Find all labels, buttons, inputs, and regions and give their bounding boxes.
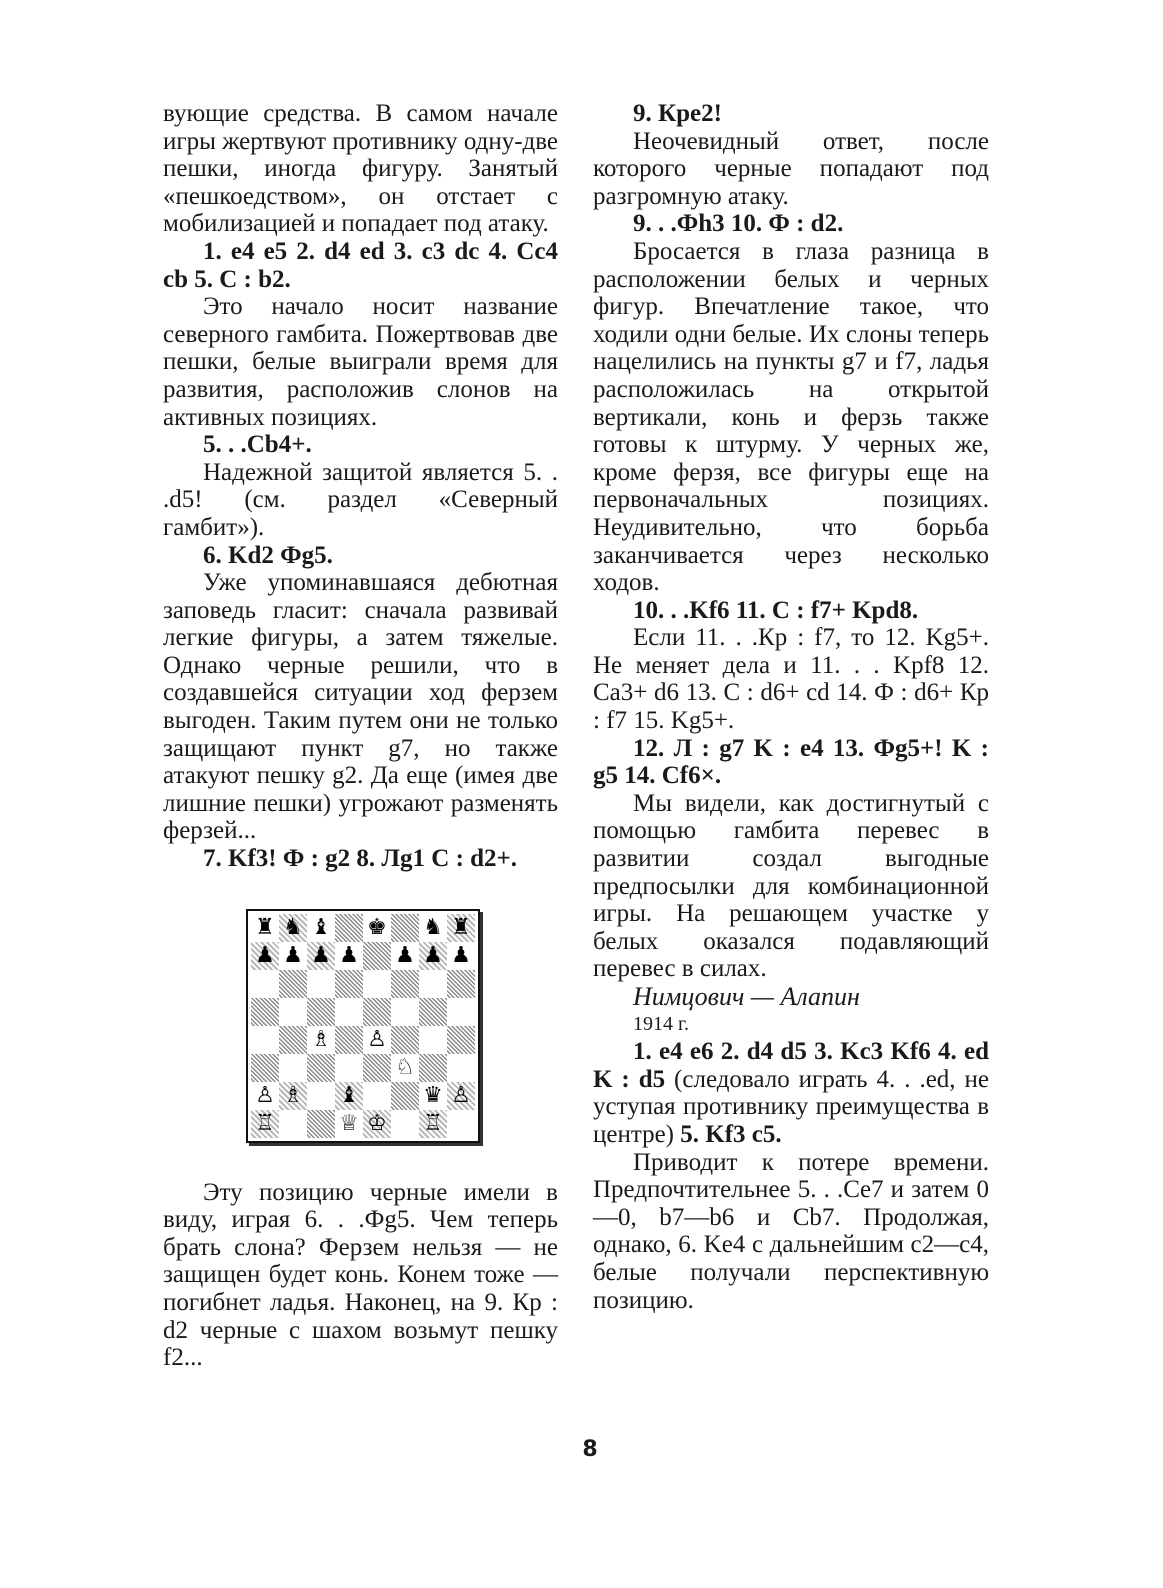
chess-square: [307, 1054, 335, 1082]
move-line: 7. Kf3! Ф : g2 8. Лg1 C : d2+.: [203, 845, 518, 873]
chess-piece-square: ♙: [251, 1082, 279, 1110]
chess-square: [363, 970, 391, 998]
game-title: Нимцович — Алапин: [633, 982, 860, 1011]
chess-square: [335, 1054, 363, 1082]
chess-piece-square: ♙: [363, 1026, 391, 1054]
chess-piece-square: ♝: [307, 914, 335, 942]
paragraph: Надежной защитой является 5. . .d5! (см. раздел «Северный гамбит»).: [163, 458, 558, 541]
left-column: [163, 100, 558, 1372]
move-text: 1. e4 e6 2. d4 d5 3. Kc3 Kf6 4. ed K : d5: [593, 1038, 989, 1093]
chess-square: [419, 970, 447, 998]
chess-piece-square: ♞: [279, 914, 307, 942]
chess-piece-square: ♜: [251, 914, 279, 942]
chess-square: [447, 998, 475, 1026]
chess-piece-square: ♜: [447, 914, 475, 942]
chess-piece-square: ♕: [335, 1110, 363, 1138]
chess-square: [307, 998, 335, 1026]
chess-square: [447, 970, 475, 998]
chess-square: [391, 914, 419, 942]
paragraph: Эту позицию черные имели в виду, играя 6. . .Фg5. Чем теперь брать слона? Ферзем нельзя — не защищен будет конь. Конем тоже — погибнет ладья. Наконец, на 9. Кр : d2 черные с шахом возьмут пешку f2...: [163, 1178, 558, 1372]
chess-piece-square: ♟: [419, 942, 447, 970]
chess-square: [279, 1026, 307, 1054]
paragraph: Это начало носит название северного гамбита. Пожертвовав две пешки, белые выиграли время для развития, расположив слонов на активных позициях.: [163, 293, 558, 431]
chess-square: [279, 1054, 307, 1082]
chess-square: [447, 1110, 475, 1138]
chess-board: [251, 914, 475, 1138]
chess-piece-square: ♟: [307, 942, 335, 970]
chess-square: [419, 998, 447, 1026]
paragraph: Уже упоминавшаяся дебютная заповедь гласит: сначала развивай легкие фигуры, а затем тяжелые. Однако черные решили, что в создавшейся ситуации ход ферзем выгоден. Таким путем они не только защищают пункт g7, но также атакуют пешку g2. Да еще (имея две лишние пешки) угрожают разменять ферзей...: [163, 569, 558, 845]
move-line: 5. . .Cb4+.: [203, 431, 312, 459]
chess-piece-square: ♘: [391, 1054, 419, 1082]
chess-square: [363, 942, 391, 970]
paragraph: Приводит к потере времени. Предпочтительнее 5. . .Ce7 и затем 0—0, b7—b6 и Cb7. Продолжая, однако, 6. Ke4 с дальнейшим c2—c4, белые получали перспективную позицию.: [593, 1148, 989, 1314]
chess-piece-square: ♔: [363, 1110, 391, 1138]
chess-piece-square: ♙: [447, 1082, 475, 1110]
page-number: 8: [582, 1437, 598, 1462]
chess-square: [419, 1026, 447, 1054]
chess-piece-square: ♝: [335, 1082, 363, 1110]
chess-piece-square: ♟: [279, 942, 307, 970]
paragraph: Если 11. . .Кр : f7, то 12. Kg5+. Не меняет дела и 11. . . Kpf8 12. Ca3+ d6 13. C : d6+ cd 14. Ф : d6+ Кр : f7 15. Kg5+.: [593, 624, 989, 735]
chess-square: [391, 970, 419, 998]
chess-square: [363, 1082, 391, 1110]
move-line: 10. . .Kf6 11. C : f7+ Kpd8.: [633, 596, 919, 624]
chess-square: [447, 1026, 475, 1054]
chess-square: [391, 1110, 419, 1138]
chess-square: [307, 1110, 335, 1138]
chess-piece-square: ♗: [279, 1082, 307, 1110]
chess-piece-square: ♚: [363, 914, 391, 942]
chess-square: [307, 1082, 335, 1110]
move-line: 1. e4 e5 2. d4 ed 3. c3 dc 4. Cc4 cb 5. C : b2.: [163, 237, 558, 293]
move-text: 5. Kf3 c5.: [680, 1120, 782, 1148]
chess-square: [279, 970, 307, 998]
chess-square: [335, 998, 363, 1026]
chess-square: [363, 998, 391, 1026]
chess-square: [447, 1054, 475, 1082]
chess-square: [307, 970, 335, 998]
move-line: 9. Кре2!: [633, 100, 722, 127]
move-line-with-note: [593, 1038, 989, 1148]
right-column: [593, 100, 989, 1314]
chess-square: [279, 998, 307, 1026]
chess-board-frame: [246, 909, 480, 1143]
chess-piece-square: ♟: [251, 942, 279, 970]
paragraph: Мы видели, как достигнутый с помощью гамбита перевес в развитии создал выгодные предпосылки для комбинационной игры. На решающем участке у белых оказался подавляющий перевес в силах.: [593, 789, 989, 983]
paragraph: вующие средства. В самом начале игры жертвуют противнику одну-две пешки, иногда фигуру. Занятый «пешкоедством», он отстает с мобилизацией и попадает под атаку.: [163, 100, 558, 238]
chess-square: [391, 1026, 419, 1054]
chess-square: [419, 1054, 447, 1082]
chess-piece-square: ♛: [419, 1082, 447, 1110]
chess-square: [251, 1026, 279, 1054]
chess-piece-square: ♟: [391, 942, 419, 970]
chess-piece-square: ♖: [251, 1110, 279, 1138]
move-line: 6. Kd2 Фg5.: [203, 541, 333, 569]
chess-piece-square: ♗: [307, 1026, 335, 1054]
chess-square: [251, 970, 279, 998]
game-year: 1914 г.: [633, 1012, 689, 1035]
chess-square: [279, 1110, 307, 1138]
chess-diagram: [246, 909, 478, 1143]
chess-square: [335, 914, 363, 942]
move-note: (следовало играть 4. . .ed, не уступая противнику преимущества в центре): [593, 1065, 989, 1148]
chess-square: [335, 970, 363, 998]
paragraph: Неочевидный ответ, после которого черные попадают под разгромную атаку.: [593, 127, 989, 210]
chess-piece-square: ♞: [419, 914, 447, 942]
chess-piece-square: ♟: [335, 942, 363, 970]
move-line: 12. Л : g7 K : e4 13. Фg5+! K : g5 14. Cf6×.: [593, 734, 989, 790]
chess-piece-square: ♖: [419, 1110, 447, 1138]
chess-piece-square: ♟: [447, 942, 475, 970]
move-line: 9. . .Фh3 10. Ф : d2.: [633, 210, 844, 238]
chess-square: [363, 1054, 391, 1082]
chess-square: [251, 998, 279, 1026]
chess-square: [391, 1082, 419, 1110]
chess-square: [335, 1026, 363, 1054]
chess-square: [391, 998, 419, 1026]
chess-square: [251, 1054, 279, 1082]
paragraph: Бросается в глаза разница в расположении белых и черных фигур. Впечатление такое, что ходили одни белые. Их слоны теперь нацелились на пункты g7 и f7, ладья расположилась на открытой вертикали, конь и ферзь также готовы к штурму. У черных же, кроме ферзя, все фигуры еще на первоначальных позициях. Неудивительно, что борьба заканчивается через несколько ходов.: [593, 237, 989, 597]
